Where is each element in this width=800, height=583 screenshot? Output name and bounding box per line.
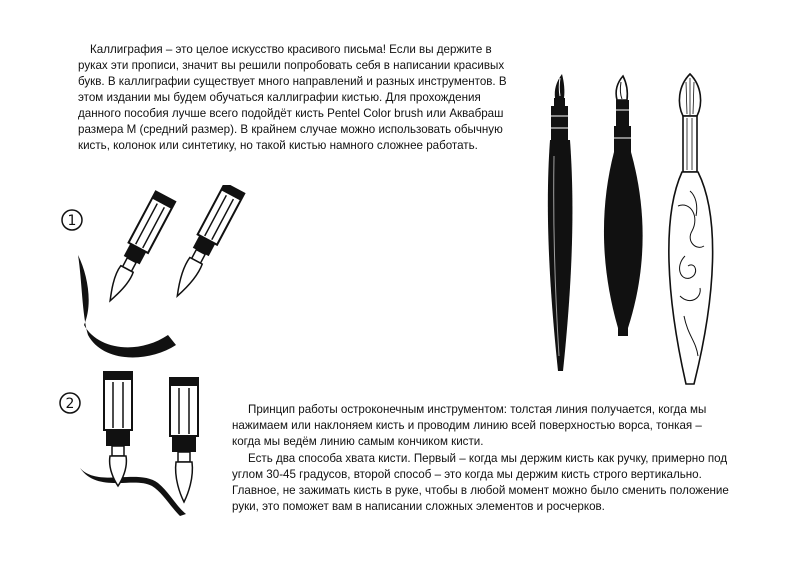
grip-two-illustration	[58, 368, 228, 518]
pointed-brush-icon	[548, 74, 573, 371]
grip-two-label: 2	[65, 396, 75, 412]
pointed-brush-icon	[604, 76, 643, 336]
round-brush-icon	[669, 74, 713, 384]
grip-paragraph: Есть два способа хвата кисти. Первый – когда мы держим кисть как ручку, примерно под углом 30-45 градусов, второй способ – это когда мы держим кисть строго вертикально. Главное, не зажимать кисть в руке, чтобы в любой момент можно было сменить положение руки, это поможет вам в написании сложных элементов и росчерков.	[232, 452, 729, 513]
brushes-illustration	[520, 66, 740, 391]
grip-one-label: 1	[67, 213, 77, 229]
brush-stroke	[80, 468, 186, 516]
grip-one-illustration	[58, 185, 248, 365]
intro-paragraph: Каллиграфия – это целое искусство красивого письма! Если вы держите в руках эти прописи, значит вы решили попробовать себя в написании красивых букв. В каллиграфии существует много направлений и разных инструментов. В этом издании мы будем обучаться каллиграфии кистью. Для прохождения данного пособия лучше всего подойдёт кисть Pentel Color brush или Аквабраш размера М (средний размер). В крайнем случае можно использовать обычную кисть, колонок или синтетику, но такой кистью намного сложнее работать.	[78, 43, 507, 152]
principle-paragraph: Принцип работы остроконечным инструментом: толстая линия получается, когда мы нажимаем или наклоняем кисть и проводим линию всей поверхностью ворса, тонкая – когда мы ведём линию самым кончиком кисти.	[232, 403, 707, 448]
angled-brush-pair-icon	[100, 185, 244, 306]
